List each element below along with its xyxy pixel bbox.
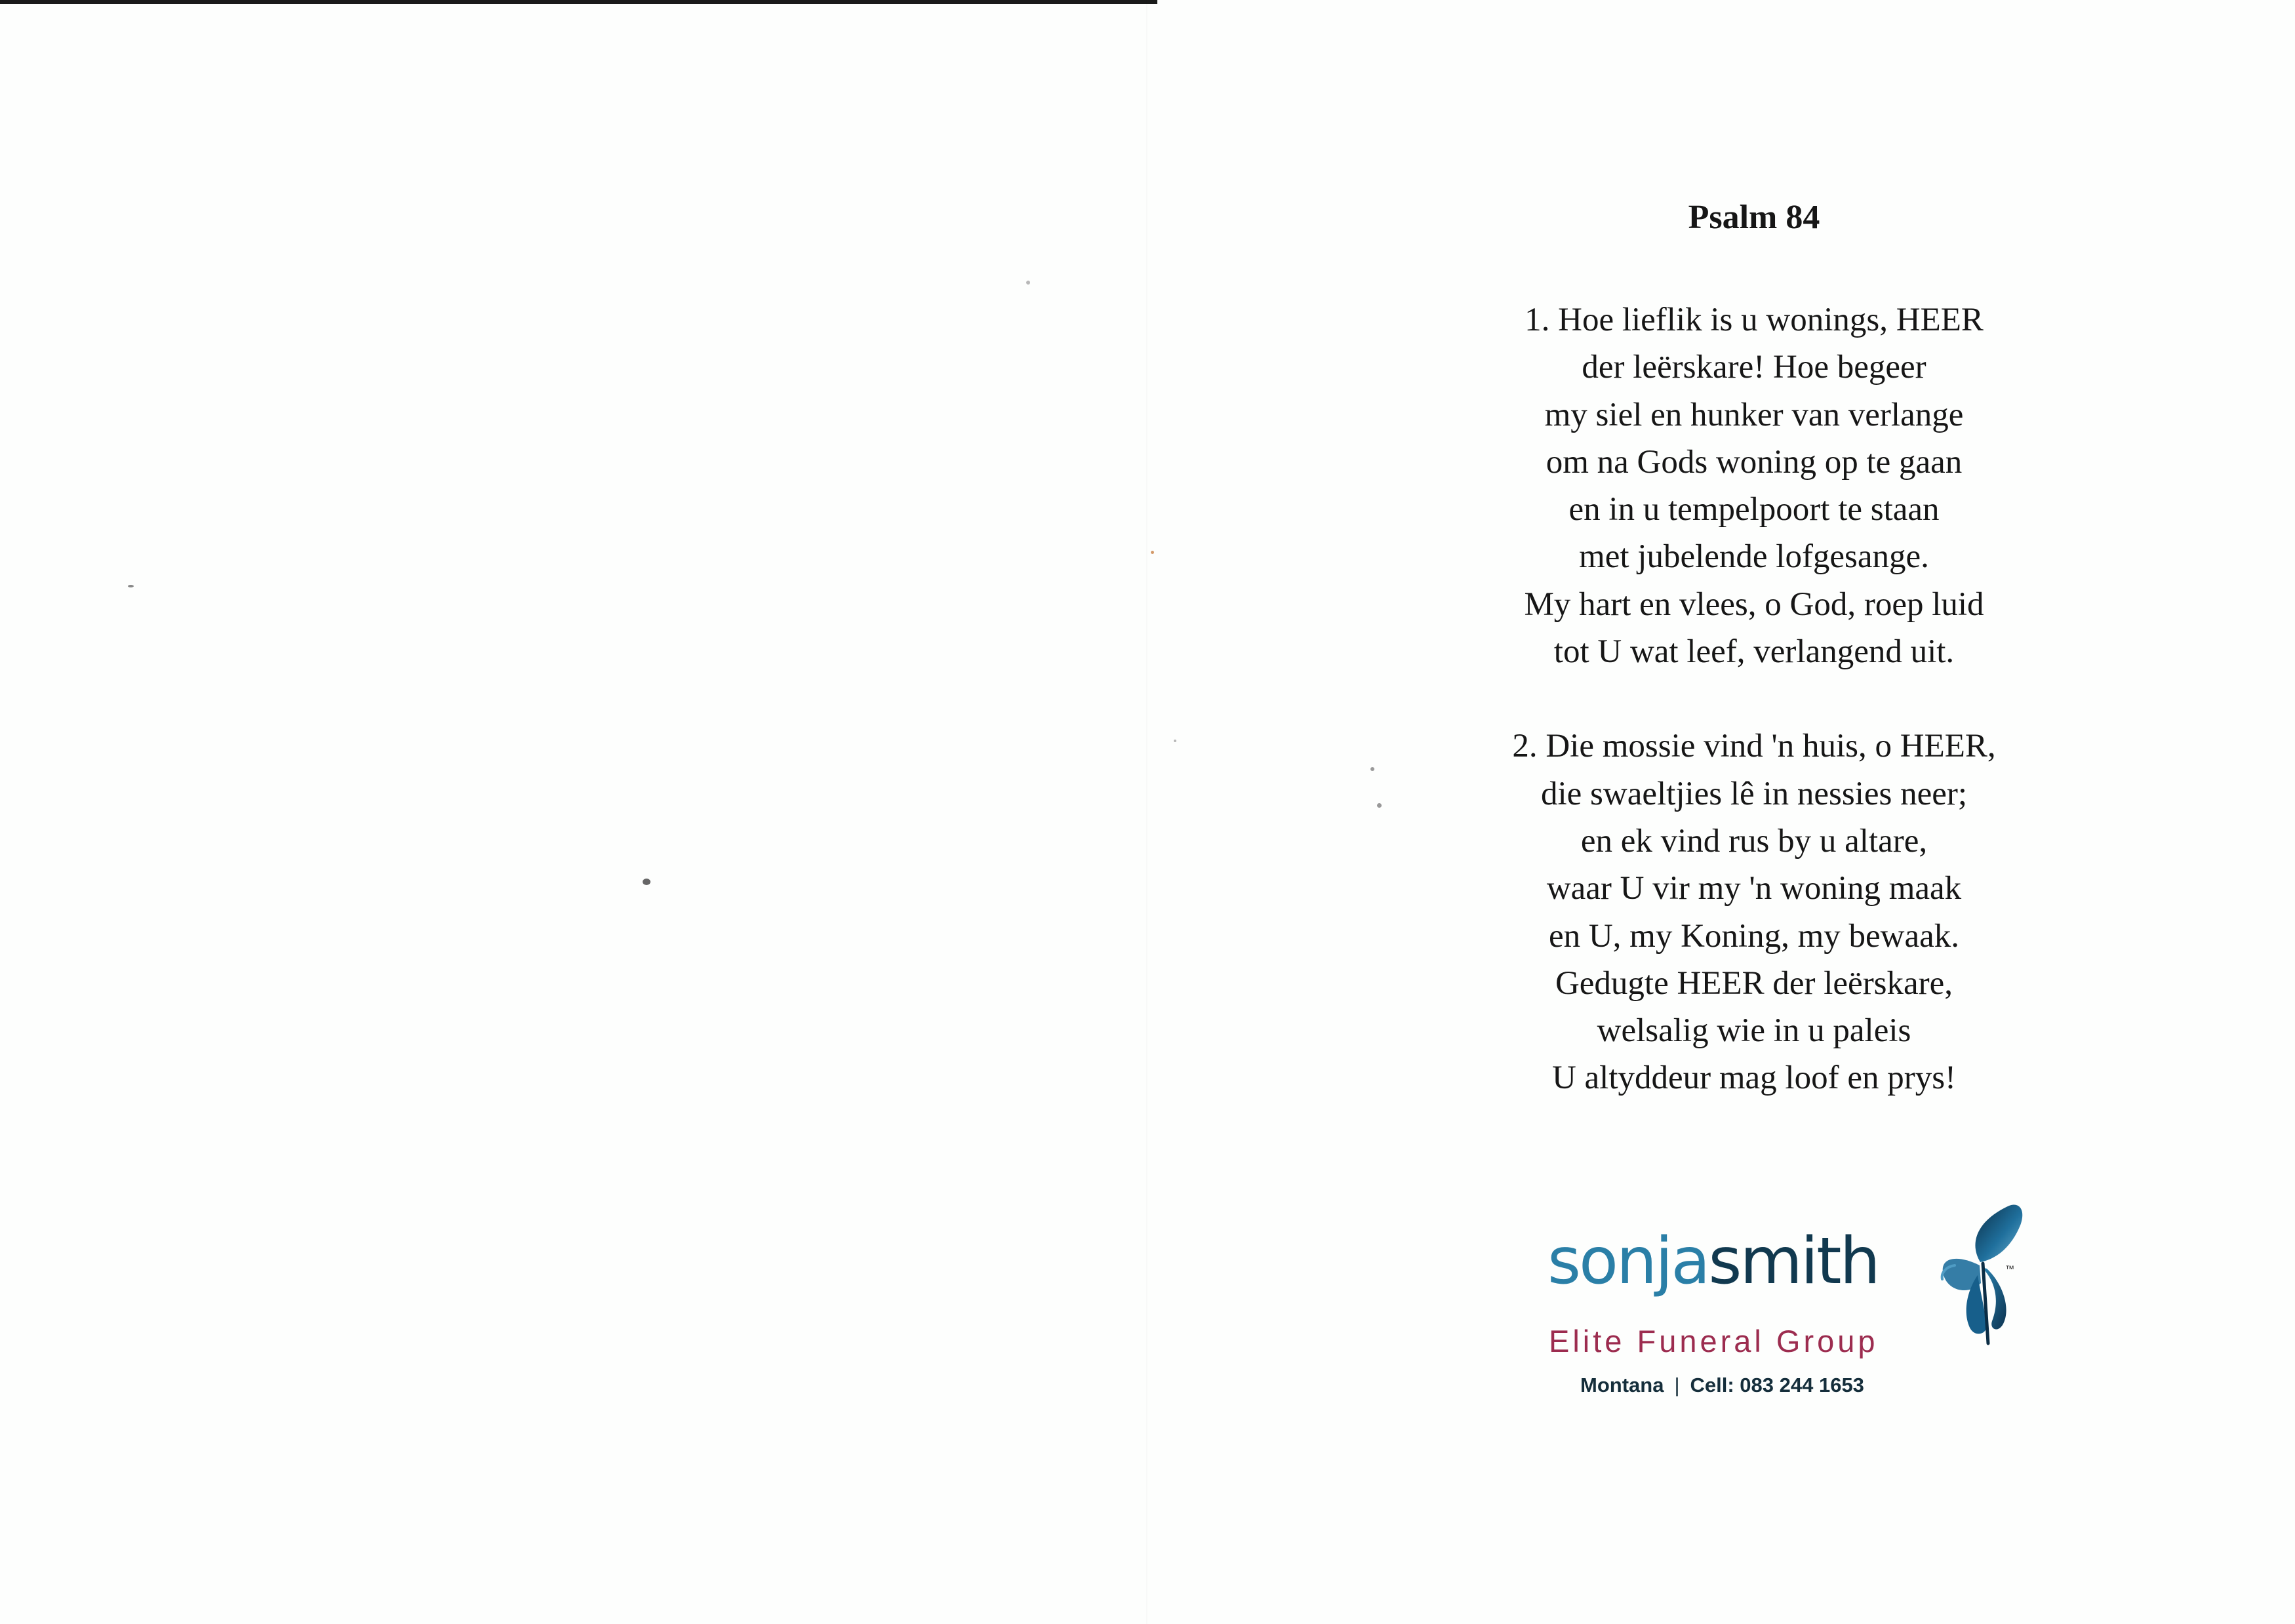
verse-1 [1410,296,2098,675]
paper-speck [643,879,650,885]
paper-speck [1026,281,1030,285]
contact-line [1580,1374,1864,1397]
location: Montana [1580,1374,1664,1396]
verse-line: en in u tempelpoort te staan [1568,491,1940,528]
verse-line: om na Gods woning op te gaan [1546,443,1963,481]
butterfly-icon [1932,1203,2030,1347]
verse-line: 1. Hoe lieflik is u wonings, HEER [1525,302,1984,338]
hymn-title: Psalm 84 [1688,199,1820,236]
hymn-panel [1410,190,2098,1102]
brand-first: sonja [1547,1224,1709,1299]
verse-line: der leërskare! Hoe begeer [1582,349,1926,386]
verse-line: My hart en vlees, o God, roep luid [1524,585,1984,623]
tagline: Elite Funeral Group [1549,1324,1879,1358]
verse-line: my siel en hunker van verlange [1544,396,1964,433]
paper-speck [1370,767,1374,771]
verse-line: Gedugte HEER der leërskare, [1555,964,1953,1002]
verse-line: die swaeltjies lê in nessies neer; [1540,775,1968,812]
verse-line: welsalig wie in u paleis [1597,1012,1911,1050]
brand-name [1547,1224,1879,1299]
paper-speck [128,585,134,587]
paper-speck [1174,740,1176,742]
verse-line: en ek vind rus by u altare, [1580,822,1928,860]
scan-edge [0,0,1157,4]
funeral-group-logo [1534,1200,2033,1410]
paper-speck [1151,551,1154,554]
cell-number: Cell: 083 244 1653 [1690,1374,1864,1396]
verse-2 [1410,723,2098,1101]
verse-line: en U, my Koning, my bewaak. [1548,917,1960,955]
verse-line: U altyddeur mag loof en prys! [1551,1060,1957,1097]
paper-speck [1377,803,1382,808]
trademark: ™ [2005,1263,2014,1274]
brand-last: smith [1708,1224,1879,1299]
separator: | [1674,1374,1680,1396]
verse-line: 2. Die mossie vind 'n huis, o HEER, [1512,728,1996,765]
verse-line: waar U vir my 'n woning maak [1546,870,1962,907]
verse-line: tot U wat leef, verlangend uit. [1553,633,1955,671]
verse-line: met jubelende lofgesange. [1579,538,1929,576]
page-fold [1146,0,1148,1624]
